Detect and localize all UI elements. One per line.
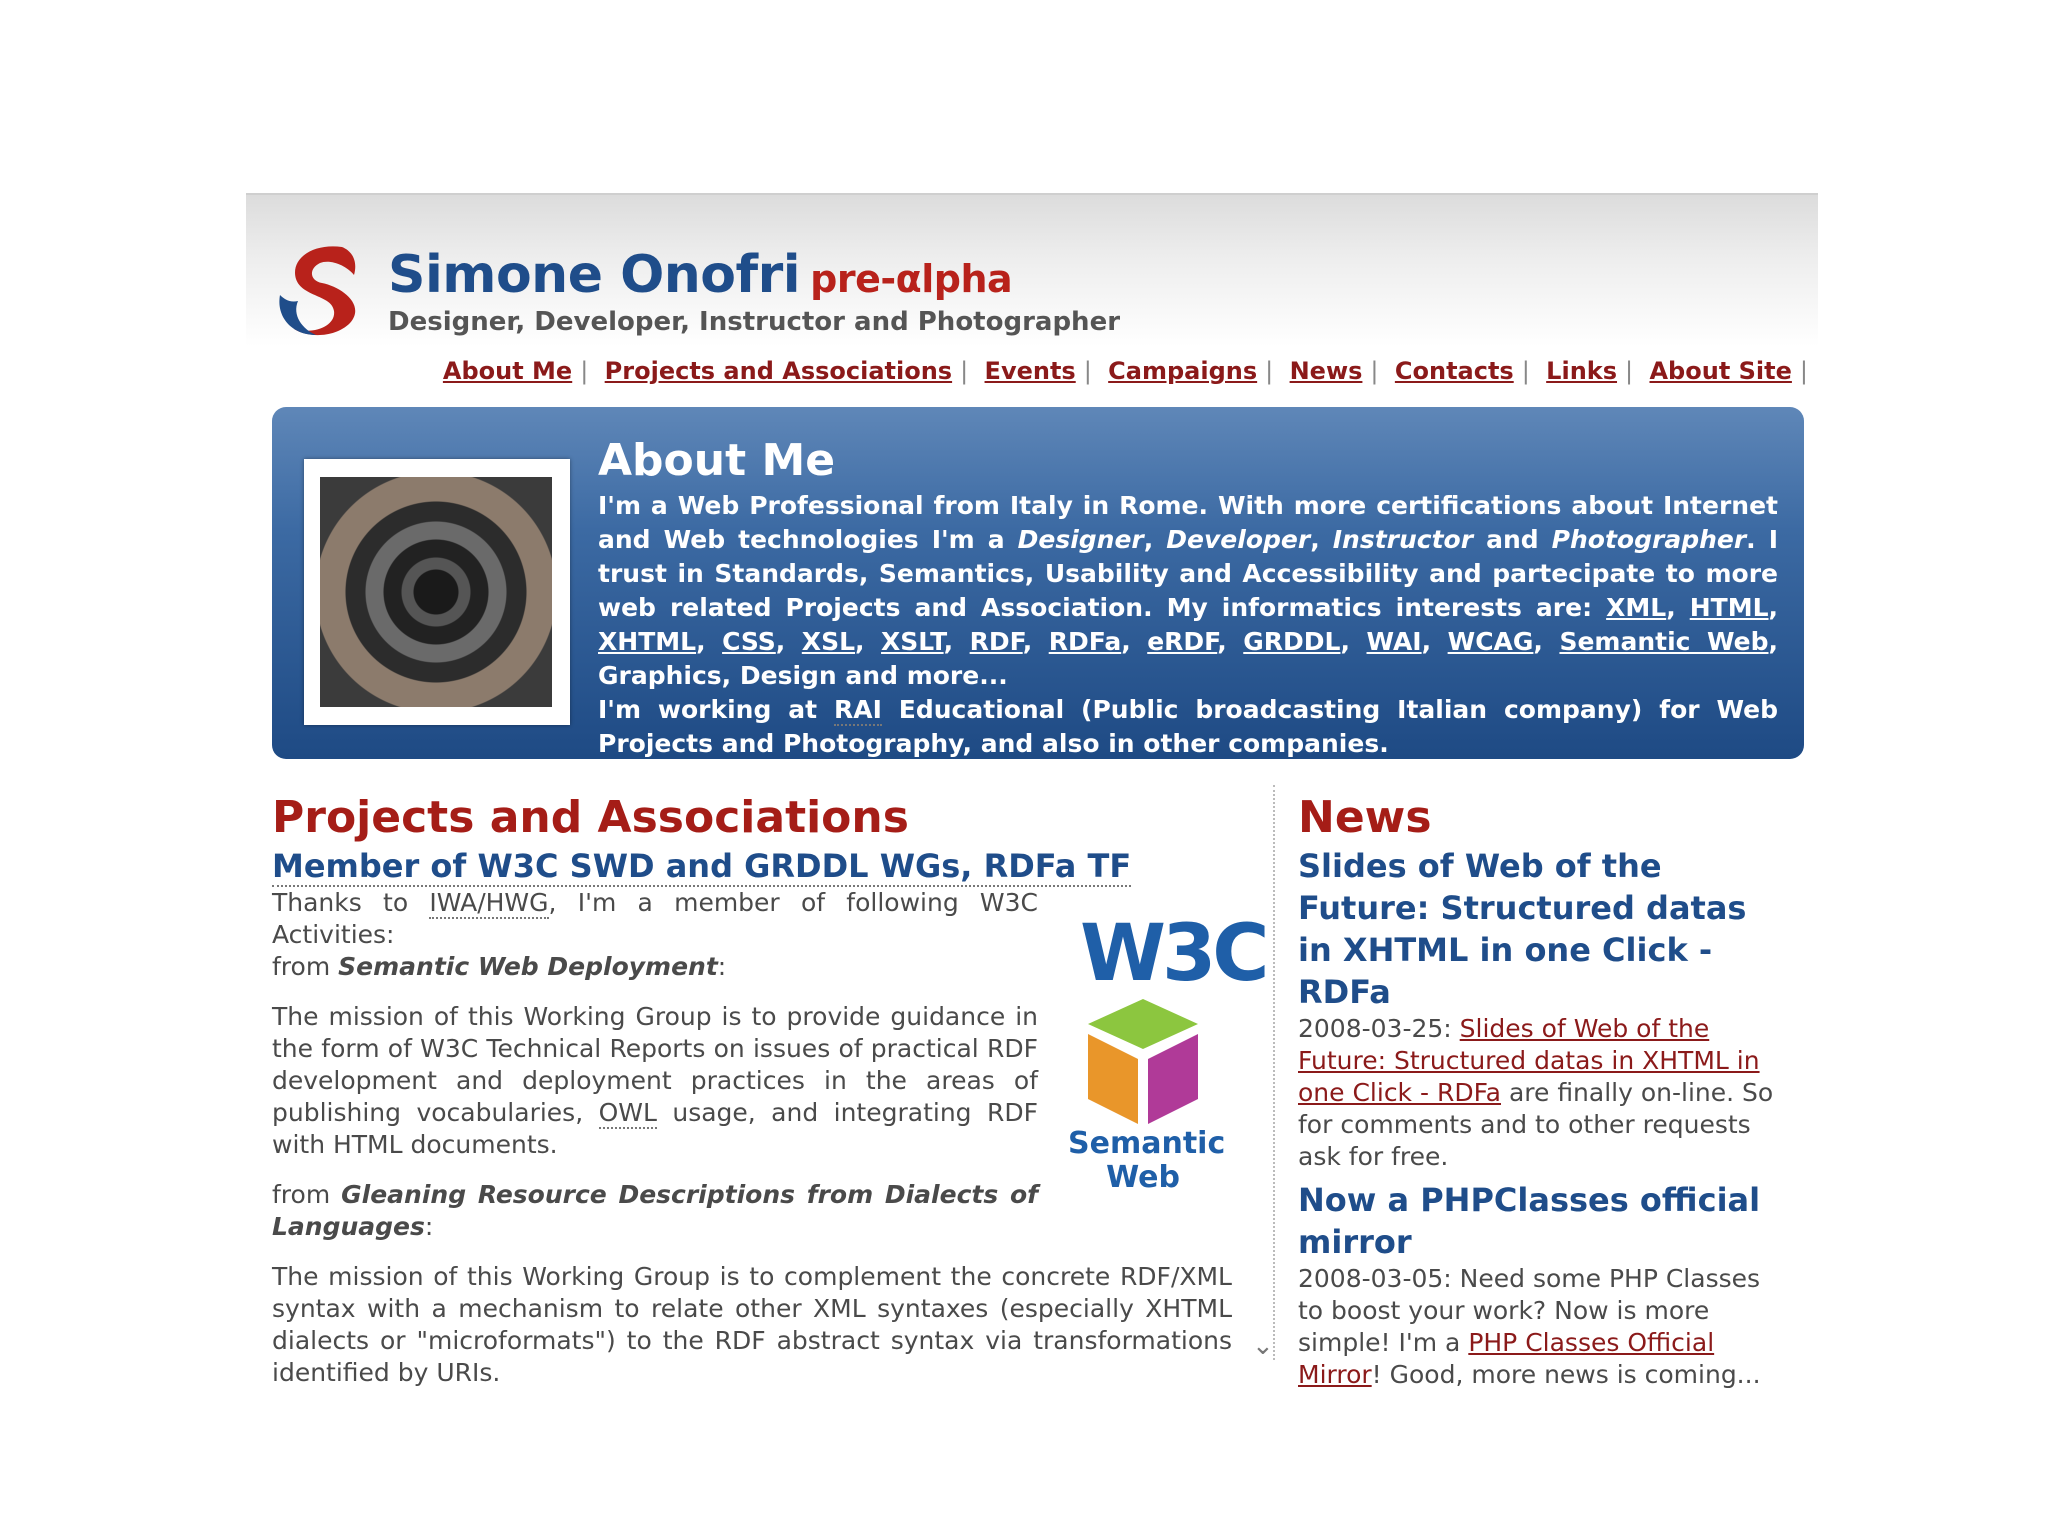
nav-contacts[interactable]: Contacts (1394, 357, 1514, 385)
interest-link[interactable]: XSL (801, 627, 856, 656)
interest-link[interactable]: Semantic Web (1559, 627, 1769, 656)
interest-link[interactable]: eRDF (1147, 627, 1218, 656)
about-more: , Graphics, Design and more... (598, 627, 1779, 690)
nav-events[interactable]: Events (984, 357, 1076, 385)
nav-projects[interactable]: Projects and Associations (604, 357, 953, 385)
news-column (1298, 791, 1788, 1389)
projects-text (272, 887, 1038, 1243)
news-item-title: Now a PHPClasses official mirror (1298, 1181, 1761, 1261)
interest-link[interactable]: WAI (1366, 627, 1422, 656)
site-header (246, 193, 1818, 385)
nav-separator: | (1083, 357, 1092, 385)
news-item-title: Slides of Web of the Future: Structured datas in XHTML in one Click - RDFa (1298, 847, 1747, 1011)
site-logo-icon[interactable] (272, 239, 372, 339)
rai-abbr: RAI (833, 695, 882, 724)
news-item-link[interactable]: Slides of Web of the Future: Structured datas in XHTML in one Click - RDFa (1298, 1014, 1760, 1107)
role-designer: Designer (1017, 525, 1144, 554)
thanks-paragraph: Thanks to IWA/HWG, I'm a member of following W3C Activities: from Semantic Web Deployment: (272, 888, 1039, 981)
nav-separator: | (1799, 357, 1808, 385)
news-item-desc-end: ! Good, more news is coming... (1371, 1360, 1761, 1389)
mission1-paragraph (272, 1001, 1038, 1161)
nav-about-site[interactable]: About Site (1649, 357, 1792, 385)
role-photographer: Photographer (1551, 525, 1747, 554)
nav-separator: | (960, 357, 969, 385)
interest-link[interactable]: RDF (969, 627, 1023, 656)
camera-photo-icon (320, 477, 552, 707)
news-item-body (1298, 1013, 1788, 1173)
interest-link[interactable]: WCAG (1447, 627, 1534, 656)
nav-links[interactable]: Links (1546, 357, 1618, 385)
scroll-down-icon[interactable]: ⌄ (1252, 1331, 1274, 1361)
interest-link[interactable]: HTML (1689, 593, 1769, 622)
news-item-text (1298, 1263, 1788, 1391)
interest-link[interactable]: GRDDL (1243, 627, 1341, 656)
column-divider (1273, 785, 1275, 1360)
projects-item-title (272, 845, 1272, 887)
about-heading: About Me (598, 435, 836, 486)
from1-label: from (272, 952, 331, 981)
iwa-abbr: IWA/HWG (429, 888, 549, 917)
nav-separator: | (1265, 357, 1274, 385)
main-nav (435, 357, 1808, 385)
nav-separator: | (1521, 357, 1530, 385)
news-item-desc: Need some PHP Classes to boost your work? Now is more simple! I'm a (1298, 1264, 1761, 1357)
profile-photo-frame (304, 459, 570, 725)
from2-label: from (272, 1180, 331, 1209)
about-text: I'm a Web Professional from Italy in Rome. With more certifications about Internet and Web technologies I'm a Designer, Developer, Instructor and Photographer. I trust in Standards, Semantics, Usability and Accessibility and partecipate to more web related Projects and Association. My informatics interests are: XML, HTML, XHTML, CSS, XSL, XSLT, RDF, RDFa, eRDF, GRDDL, WAI, WCAG, Semantic Web, Graphics, Design and more... I'm working at RAI Educational (Public broadcasting Italian company) for Web Projects and Photography, and also in other companies. (598, 491, 1779, 758)
mission1-a: The mission of this Working Group is to provide guidance in the form of W3C Technical Reports on issues of practical RDF development and deployment practices in the areas of publishing vocabularies, (272, 1002, 1038, 1127)
w3c-logo-text: W3C (1080, 909, 1266, 999)
about-work-b: Educational (Public broadcasting Italian company) for Web Projects and Photography, and also in other companies. (598, 695, 1778, 758)
news-item-date: 2008-03-05: (1298, 1264, 1452, 1293)
thanks-b: , I'm a member of following W3C Activities: (272, 888, 1039, 949)
mission2-paragraph: The mission of this Working Group is to complement the concrete RDF/XML syntax with a mechanism to relate other XML syntaxes (especially XHTML dialects or "microformats") to the RDF abstract syntax via transformations identified by URIs. (272, 1262, 1232, 1387)
page (246, 193, 1818, 1389)
interest-link[interactable]: CSS (722, 627, 776, 656)
from1-group: Semantic Web Deployment (338, 952, 718, 981)
mission1-b: usage, and integrating RDF with HTML documents. (272, 1098, 1038, 1159)
interest-link[interactable]: XSLT (881, 627, 944, 656)
about-work-a: I'm working at (598, 695, 818, 724)
projects-item-title-text: Member of W3C SWD and GRDDL WGs, RDFa TF (272, 847, 1132, 885)
about-standards: . I trust in Standards, Semantics, Usability and Accessibility and partecipate to more web related Projects and Association. My informatics interests are: (598, 525, 1778, 622)
interest-link[interactable]: XML (1606, 593, 1667, 622)
nav-campaigns[interactable]: Campaigns (1108, 357, 1258, 385)
news-item-link[interactable]: PHP Classes Official Mirror (1298, 1328, 1715, 1389)
nav-separator: | (580, 357, 589, 385)
projects-heading: Projects and Associations (272, 792, 909, 843)
site-title-tag: pre-αlpha (810, 257, 1013, 301)
nav-separator: | (1370, 357, 1379, 385)
about-intro: I'm a Web Professional from Italy in Rome. With more certifications about Internet and Web technologies I'm a (598, 491, 1778, 554)
news-item-body (1298, 1263, 1788, 1391)
site-title[interactable] (388, 245, 1012, 305)
interest-link[interactable]: RDFa (1048, 627, 1122, 656)
news-item-date: 2008-03-25: (1298, 1014, 1452, 1043)
owl-abbr: OWL (598, 1098, 657, 1127)
thanks-a: Thanks to (272, 888, 409, 917)
role-instructor: Instructor (1332, 525, 1474, 554)
site-title-name: Simone Onofri (388, 245, 801, 305)
cube-icon (1068, 989, 1218, 1129)
news-heading: News (1298, 792, 1432, 843)
w3c-semantic-web-logo-icon[interactable] (1068, 909, 1266, 1209)
interest-link[interactable]: XHTML (598, 627, 697, 656)
from2-paragraph: from Gleaning Resource Descriptions from Dialects of Languages: (272, 1180, 1038, 1241)
from2-group: Gleaning Resource Descriptions from Dialects of Languages (272, 1180, 1038, 1241)
news-item-text (1298, 1013, 1788, 1173)
role-developer: Developer (1166, 525, 1311, 554)
news-item-desc: are finally on-line. So for comments and to other requests ask for free. (1298, 1078, 1774, 1171)
nav-about-me[interactable]: About Me (442, 357, 573, 385)
nav-separator: | (1625, 357, 1634, 385)
semantic-web-logo-text: Semantic Web (1068, 1126, 1226, 1195)
site-subtitle: Designer, Developer, Instructor and Photographer (388, 307, 1121, 337)
projects-column (272, 791, 1272, 1387)
nav-news[interactable]: News (1289, 357, 1363, 385)
about-me-box (272, 407, 1804, 759)
